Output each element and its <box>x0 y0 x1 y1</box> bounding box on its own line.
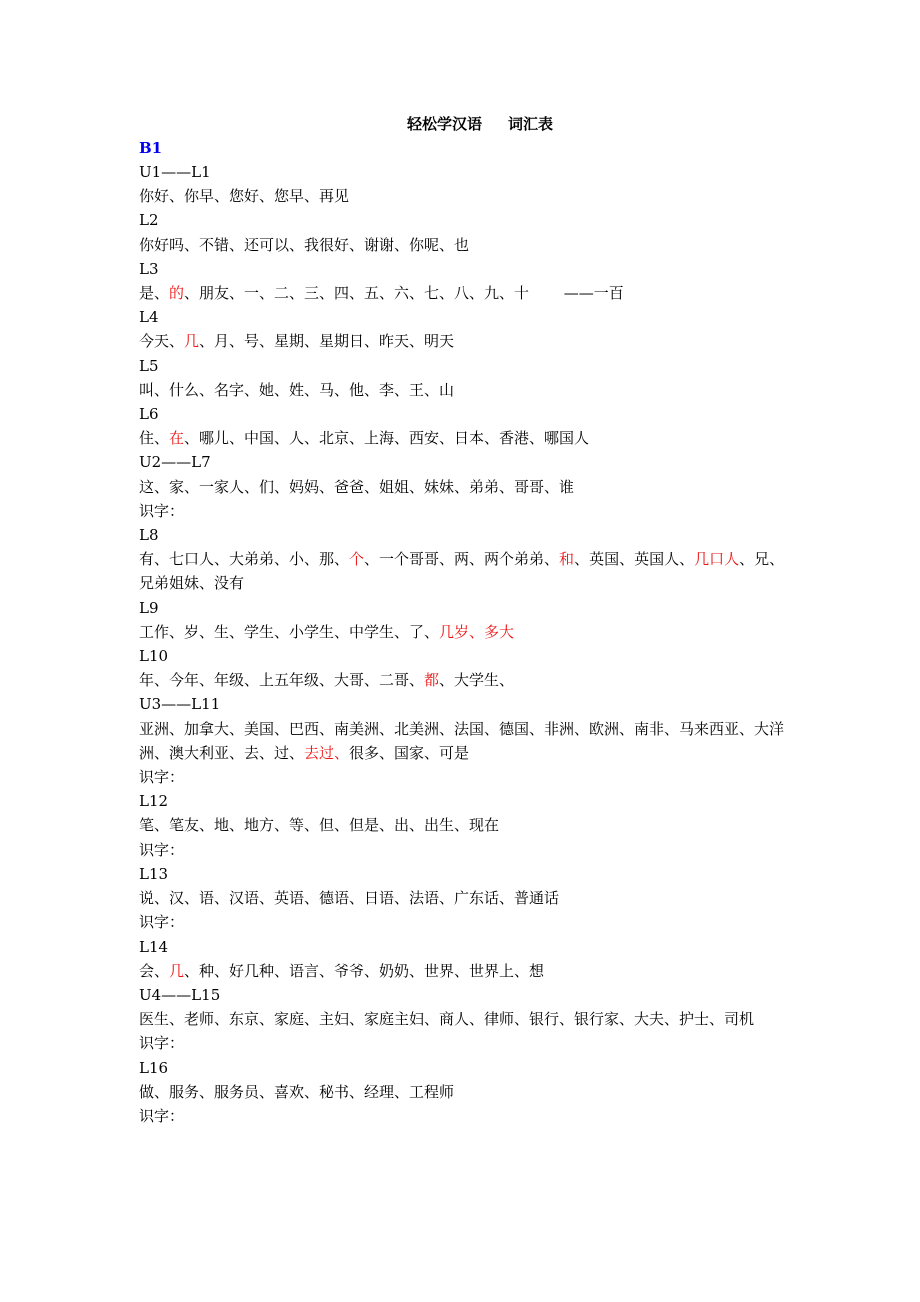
vocab-line <box>139 499 789 523</box>
vocab-line <box>139 862 789 886</box>
line-text: 识字： <box>139 840 185 859</box>
vocab-line <box>139 402 789 426</box>
line-text: 、朋友、一、二、三、四、五、六、七、八、九、十 ——一百 <box>184 284 624 303</box>
vocab-line <box>139 1080 789 1104</box>
line-text: 、大学生、 <box>439 671 515 690</box>
vocab-line <box>139 233 789 257</box>
line-text: 这、家、一家人、们、妈妈、爸爸、姐姐、妹妹、弟弟、哥哥、谁 <box>139 477 575 496</box>
vocab-line <box>139 450 789 474</box>
line-text: L8 <box>139 526 159 545</box>
vocab-line <box>139 717 789 765</box>
page-title <box>139 112 789 136</box>
line-text: U2——L7 <box>139 453 211 472</box>
vocab-line <box>139 935 789 959</box>
vocab-line <box>139 1031 789 1055</box>
vocab-line <box>139 257 789 281</box>
vocab-line <box>139 886 789 910</box>
line-text: 说、汉、语、汉语、英语、德语、日语、法语、广东话、普通话 <box>139 889 560 908</box>
vocab-line <box>139 1007 789 1031</box>
vocab-line <box>139 329 789 353</box>
vocab-line <box>139 523 789 547</box>
line-text: L10 <box>139 647 169 666</box>
vocab-line <box>139 281 789 305</box>
line-text: U1——L1 <box>139 163 211 181</box>
title-main: 轻松学汉语 <box>406 115 482 133</box>
line-text: U4——L15 <box>139 985 221 1004</box>
vocab-line <box>139 668 789 692</box>
highlighted-word: 几口人 <box>694 550 740 569</box>
line-text: 亚洲、加拿大、美国、巴西、南美洲、北美洲、法国、德国、非洲、欧洲、南非、马来西亚、大洋洲、澳大利亚、去、过、 <box>139 719 785 762</box>
highlighted-word: 在 <box>169 429 185 448</box>
vocab-line <box>139 620 789 644</box>
vocab-line <box>139 160 789 184</box>
vocab-line <box>139 1104 789 1128</box>
line-text: 年、今年、年级、上五年级、大哥、二哥、 <box>139 671 425 690</box>
vocab-line <box>139 789 789 813</box>
vocabulary-list <box>139 160 789 1128</box>
highlighted-word: 几岁、多大 <box>439 622 515 641</box>
line-text: L6 <box>139 405 159 424</box>
line-text: 做、服务、服务员、喜欢、秘书、经理、工程师 <box>139 1082 455 1101</box>
line-text: 、种、好几种、语言、爷爷、奶奶、世界、世界上、想 <box>184 961 545 980</box>
vocab-line <box>139 983 789 1007</box>
line-text: 、哪儿、中国、人、北京、上海、西安、日本、香港、哪国人 <box>184 429 590 448</box>
line-text: 工作、岁、生、学生、小学生、中学生、了、 <box>139 622 440 641</box>
line-text: 识字： <box>139 1106 185 1125</box>
line-text: 今天、 <box>139 332 185 351</box>
line-text: 会、 <box>139 961 170 980</box>
highlighted-word: 的 <box>169 284 185 303</box>
vocab-line <box>139 547 789 595</box>
line-text: L16 <box>139 1058 169 1077</box>
highlighted-word: 都 <box>424 671 440 690</box>
line-text: L13 <box>139 864 169 883</box>
line-text: 识字： <box>139 768 185 787</box>
line-text: 、一个哥哥、两、两个弟弟、 <box>364 550 560 569</box>
line-text: 你好吗、不错、还可以、我很好、谢谢、你呢、也 <box>139 235 470 254</box>
title-sub: 词汇表 <box>508 115 554 133</box>
highlighted-word: 个 <box>349 550 365 569</box>
vocab-line <box>139 644 789 668</box>
vocab-line <box>139 959 789 983</box>
vocab-line <box>139 910 789 934</box>
vocab-line <box>139 838 789 862</box>
book-label: B1 <box>139 139 163 157</box>
line-text: 识字： <box>139 913 185 932</box>
line-text: L12 <box>139 792 169 811</box>
line-text: U3——L11 <box>139 695 221 714</box>
line-text: L5 <box>139 356 159 375</box>
vocab-line <box>139 354 789 378</box>
line-text: 、英国、英国人、 <box>574 550 695 569</box>
line-text: L9 <box>139 598 159 617</box>
line-text: 笔、笔友、地、地方、等、但、但是、出、出生、现在 <box>139 816 500 835</box>
line-text: 叫、什么、名字、她、姓、马、他、李、王、山 <box>139 380 455 399</box>
vocab-line <box>139 184 789 208</box>
highlighted-word: 去过、 <box>304 743 350 762</box>
line-text: 识字： <box>139 1034 185 1053</box>
line-text: L3 <box>139 259 159 278</box>
line-text: L4 <box>139 308 159 327</box>
line-text: 是、 <box>139 284 170 303</box>
line-text: 识字： <box>139 501 185 520</box>
line-text: 有、七口人、大弟弟、小、那、 <box>139 550 350 569</box>
vocab-line <box>139 378 789 402</box>
highlighted-word: 几 <box>184 332 200 351</box>
document-page <box>139 112 789 1128</box>
line-text: L2 <box>139 211 159 230</box>
vocab-line <box>139 692 789 716</box>
line-text: 你好、你早、您好、您早、再见 <box>139 187 350 206</box>
vocab-line <box>139 765 789 789</box>
line-text: 医生、老师、东京、家庭、主妇、家庭主妇、商人、律师、银行、银行家、大夫、护士、司机 <box>139 1010 755 1029</box>
vocab-line <box>139 208 789 232</box>
vocab-line <box>139 813 789 837</box>
highlighted-word: 几 <box>169 961 185 980</box>
vocab-line <box>139 596 789 620</box>
line-text: 很多、国家、可是 <box>349 743 470 762</box>
vocab-line <box>139 475 789 499</box>
line-text: 住、 <box>139 429 170 448</box>
highlighted-word: 和 <box>559 550 575 569</box>
line-text: 、兄、兄弟姐妹、没有 <box>139 550 785 593</box>
vocab-line <box>139 426 789 450</box>
line-text: 、月、号、星期、星期日、昨天、明天 <box>199 332 455 351</box>
vocab-line <box>139 305 789 329</box>
vocab-line <box>139 1056 789 1080</box>
line-text: L14 <box>139 937 169 956</box>
